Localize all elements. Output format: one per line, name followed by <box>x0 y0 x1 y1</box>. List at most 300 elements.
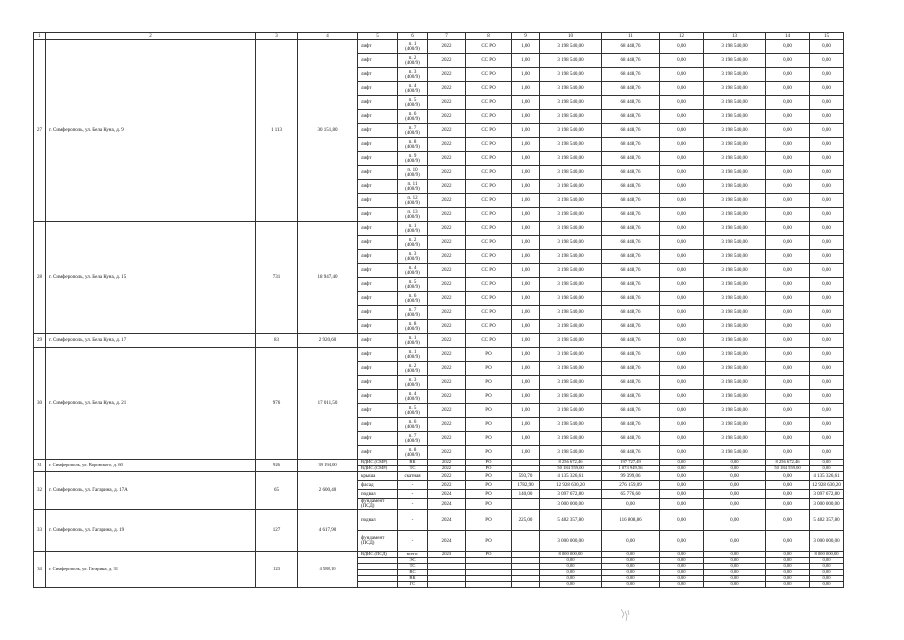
table-cell <box>428 582 466 588</box>
header-cell: 4 <box>298 33 358 40</box>
table-cell: лифт <box>358 96 398 110</box>
table-cell: 0,00 <box>766 531 810 552</box>
group-address: г. Симферополь, ул. Воровского, д. 60 <box>46 460 256 472</box>
table-cell: 2024 <box>428 510 466 531</box>
table-cell: п. 1 (400/9) <box>398 40 428 54</box>
table-cell: 68 448,76 <box>602 376 660 390</box>
table-cell: 68 448,76 <box>602 82 660 96</box>
table-cell: 0,00 <box>660 40 704 54</box>
table-cell: 2022 <box>428 348 466 362</box>
table-cell: 3 198 540,00 <box>540 348 602 362</box>
table-cell: 0,00 <box>704 558 766 564</box>
table-cell: 68 448,76 <box>602 306 660 320</box>
table-cell: 1,00 <box>512 166 540 180</box>
table-cell: 3 198 540,00 <box>540 222 602 236</box>
table-cell: лифт <box>358 236 398 250</box>
table-cell: 0,00 <box>766 68 810 82</box>
header-row <box>34 33 844 40</box>
group-number: 30 <box>34 348 46 460</box>
table-cell: 0,00 <box>766 110 810 124</box>
table-cell: п. 2 (400/9) <box>398 236 428 250</box>
table-cell: п. 1 (400/9) <box>398 334 428 348</box>
table-cell: 0,00 <box>660 481 704 490</box>
table-cell: 2022 <box>428 362 466 376</box>
capital-repair-table <box>33 32 844 588</box>
table-cell: 3 198 540,00 <box>704 208 766 222</box>
table-cell: 0,00 <box>766 481 810 490</box>
table-cell: 2022 <box>428 418 466 432</box>
table-cell: 3 097 672,80 <box>810 490 844 499</box>
table-cell: 0,00 <box>660 96 704 110</box>
table-cell: ВДИС (ПСД) <box>358 552 398 558</box>
table-cell: 3 000 000,00 <box>810 531 844 552</box>
table-cell: 3 000 000,00 <box>540 499 602 510</box>
table-cell: 0,00 <box>660 348 704 362</box>
table-cell: лифт <box>358 418 398 432</box>
table-cell: 0,00 <box>660 68 704 82</box>
table-cell: 3 198 540,00 <box>540 124 602 138</box>
table-cell: 3 198 540,00 <box>540 82 602 96</box>
table-cell: 0,00 <box>660 531 704 552</box>
table-cell: 3 198 540,00 <box>540 292 602 306</box>
table-cell: 0,00 <box>810 152 844 166</box>
table-cell: 2022 <box>428 306 466 320</box>
table-cell: РО <box>466 376 512 390</box>
table-cell: 2022 <box>428 96 466 110</box>
table-cell: 0,00 <box>766 510 810 531</box>
table-cell: 8 256 672,46 <box>766 460 810 466</box>
table-cell: 2022 <box>428 82 466 96</box>
table-cell: п. 8 (400/9) <box>398 138 428 152</box>
table-cell: РО <box>466 390 512 404</box>
table-cell: 0,00 <box>660 460 704 466</box>
table-cell: 50 184 559,00 <box>540 466 602 472</box>
table-cell: 3 198 540,00 <box>704 54 766 68</box>
header-cell: 6 <box>398 33 428 40</box>
table-cell: 1,00 <box>512 376 540 390</box>
table-cell: 3 198 540,00 <box>704 194 766 208</box>
table-cell: 0,00 <box>766 250 810 264</box>
table-cell: РО <box>466 446 512 460</box>
header-cell: 14 <box>766 33 810 40</box>
table-cell: 3 198 540,00 <box>704 390 766 404</box>
table-cell: 0,00 <box>660 552 704 558</box>
group-address: г. Симферополь, ул. Бела Куна, д. 9 <box>46 40 256 222</box>
table-cell: п. 13 (400/9) <box>398 208 428 222</box>
table-cell: 0,00 <box>660 236 704 250</box>
table-cell: 3 198 540,00 <box>540 152 602 166</box>
table-cell: 1,00 <box>512 278 540 292</box>
table-cell: 0,00 <box>766 278 810 292</box>
table-cell: 0,00 <box>660 466 704 472</box>
table-cell: РО <box>466 404 512 418</box>
group-col3: 83 <box>256 334 298 348</box>
table-cell: 3 198 540,00 <box>540 96 602 110</box>
header-cell: 1 <box>34 33 46 40</box>
table-cell: п. 5 (400/9) <box>398 278 428 292</box>
table-cell: 0,00 <box>810 376 844 390</box>
table-cell: ТС <box>398 466 428 472</box>
table-cell: 0,00 <box>602 499 660 510</box>
group-col4: 4 588,10 <box>298 552 358 588</box>
table-cell: 1,00 <box>512 54 540 68</box>
table-cell: 0,00 <box>810 68 844 82</box>
table-cell: лифт <box>358 362 398 376</box>
table-cell: 0,00 <box>660 152 704 166</box>
table-cell: 0,00 <box>660 166 704 180</box>
table-cell: 2022 <box>428 264 466 278</box>
table-cell: 0,00 <box>810 418 844 432</box>
table-cell: 68 448,76 <box>602 250 660 264</box>
group-col3: 731 <box>256 222 298 334</box>
table-cell: п. 4 (400/9) <box>398 390 428 404</box>
table-cell: РО <box>466 481 512 490</box>
table-cell: лифт <box>358 68 398 82</box>
table-cell: 0,00 <box>766 166 810 180</box>
table-cell: 3 198 540,00 <box>704 250 766 264</box>
table-cell: СС РО <box>466 222 512 236</box>
table-cell: 2022 <box>428 110 466 124</box>
table-cell: 2022 <box>428 460 466 466</box>
table-cell: 0,00 <box>810 404 844 418</box>
table-cell: 0,00 <box>810 576 844 582</box>
table-cell: лифт <box>358 152 398 166</box>
header-cell: 11 <box>602 33 660 40</box>
table-cell: 1,00 <box>512 250 540 264</box>
table-cell: 0,00 <box>810 54 844 68</box>
table-cell: РО <box>466 418 512 432</box>
table-cell: лифт <box>358 446 398 460</box>
table-cell: СС РО <box>466 152 512 166</box>
table-cell: 0,00 <box>602 582 660 588</box>
table-cell: лифт <box>358 376 398 390</box>
table-cell: РО <box>466 460 512 466</box>
table-cell: 68 448,76 <box>602 208 660 222</box>
table-cell: РО <box>466 510 512 531</box>
table-cell: 0,00 <box>660 446 704 460</box>
table-cell: п. 6 (400/9) <box>398 110 428 124</box>
table-cell: 0,00 <box>660 124 704 138</box>
table-cell: 3 198 540,00 <box>540 264 602 278</box>
table-cell: 68 448,76 <box>602 138 660 152</box>
table-cell: 0,00 <box>810 446 844 460</box>
group-address: г. Симферополь, ул. Гагарина, д. 19 <box>46 510 256 552</box>
table-cell: 0,00 <box>602 558 660 564</box>
table-cell: 3 198 540,00 <box>540 138 602 152</box>
table-cell: 0,00 <box>810 306 844 320</box>
table-cell: 3 198 540,00 <box>704 320 766 334</box>
group-address: г. Симферополь, ул. Гагарина, д. 31 <box>46 552 256 588</box>
table-cell: 5 482 357,80 <box>810 510 844 531</box>
table-cell: 2022 <box>428 481 466 490</box>
table-cell: 2022 <box>428 40 466 54</box>
table-cell: 0,00 <box>810 236 844 250</box>
table-cell: - <box>398 499 428 510</box>
table-cell: 3 198 540,00 <box>704 278 766 292</box>
table-cell: лифт <box>358 82 398 96</box>
table-cell: 1,00 <box>512 96 540 110</box>
table-cell: 68 448,76 <box>602 292 660 306</box>
table-cell: 0,00 <box>704 460 766 466</box>
table-cell: фундамент (ПСД) <box>358 499 398 510</box>
table-cell: 0,00 <box>660 334 704 348</box>
group-address: г. Симферополь, ул. Гагарина, д. 17А <box>46 472 256 510</box>
table-cell: 0,00 <box>660 110 704 124</box>
table-cell: ВДИС (СМР) <box>358 460 398 466</box>
table-cell: 2022 <box>428 124 466 138</box>
table-cell: 1,00 <box>512 432 540 446</box>
table-cell: 2022 <box>428 166 466 180</box>
group-col3: 65 <box>256 472 298 510</box>
table-cell: 0,00 <box>810 570 844 576</box>
table-cell: 3 198 540,00 <box>704 418 766 432</box>
table-cell: 0,00 <box>660 208 704 222</box>
table-cell: п. 11 (400/9) <box>398 180 428 194</box>
group-col4: 30 151,80 <box>298 40 358 222</box>
table-cell: ЭС <box>398 558 428 564</box>
table-cell: 0,00 <box>766 376 810 390</box>
table-cell: 0,00 <box>766 362 810 376</box>
table-cell: 3 198 540,00 <box>540 194 602 208</box>
table-cell: 2022 <box>428 54 466 68</box>
group-col3: 926 <box>256 460 298 472</box>
table-cell: 0,00 <box>602 564 660 570</box>
table-cell: 0,00 <box>660 404 704 418</box>
table-cell: 0,00 <box>660 564 704 570</box>
table-cell: 0,00 <box>704 570 766 576</box>
table-cell: 68 448,76 <box>602 446 660 460</box>
group-col4: 4 617,90 <box>298 510 358 552</box>
table-cell: лифт <box>358 250 398 264</box>
table-cell: ГС <box>398 582 428 588</box>
table-cell: 1,00 <box>512 418 540 432</box>
table-cell: 2022 <box>428 152 466 166</box>
table-cell: 1,00 <box>512 124 540 138</box>
table-cell: 225,00 <box>512 510 540 531</box>
table-cell: 0,00 <box>810 250 844 264</box>
table-cell <box>512 582 540 588</box>
table-cell: 0,00 <box>810 278 844 292</box>
table-cell: 116 808,86 <box>602 510 660 531</box>
table-cell: 1,00 <box>512 264 540 278</box>
table-cell: СС РО <box>466 82 512 96</box>
table-cell: 0,00 <box>766 194 810 208</box>
table-cell: 0,00 <box>660 362 704 376</box>
table-row <box>34 40 844 54</box>
table-cell: 0,00 <box>766 418 810 432</box>
table-cell: лифт <box>358 306 398 320</box>
table-cell: 68 448,76 <box>602 54 660 68</box>
table-cell: СС РО <box>466 250 512 264</box>
table-cell: 0,00 <box>704 531 766 552</box>
table-cell: 3 198 540,00 <box>704 166 766 180</box>
table-cell: 3 198 540,00 <box>704 68 766 82</box>
table-cell: 0,00 <box>704 466 766 472</box>
table-cell: РО <box>466 531 512 552</box>
table-cell: 3 198 540,00 <box>540 376 602 390</box>
table-cell: 0,00 <box>810 320 844 334</box>
header-cell: 13 <box>704 33 766 40</box>
table-cell: 0,00 <box>660 278 704 292</box>
table-cell: 68 448,76 <box>602 194 660 208</box>
table-cell: 0,00 <box>660 490 704 499</box>
table-cell: 8 000 000,00 <box>540 552 602 558</box>
table-cell: 2022 <box>428 180 466 194</box>
table-cell: 0,00 <box>704 552 766 558</box>
table-cell: 1,00 <box>512 404 540 418</box>
table-cell: 1,00 <box>512 222 540 236</box>
table-cell: лифт <box>358 124 398 138</box>
table-cell: 3 198 540,00 <box>540 166 602 180</box>
table-cell: п. 3 (400/9) <box>398 68 428 82</box>
table-cell: 0,00 <box>766 292 810 306</box>
table-cell: - <box>398 510 428 531</box>
table-cell: 0,00 <box>766 564 810 570</box>
group-number: 32 <box>34 472 46 510</box>
table-cell: 3 198 540,00 <box>540 54 602 68</box>
table-cell: 3 198 540,00 <box>540 362 602 376</box>
table-cell: 0,00 <box>766 54 810 68</box>
table-cell: СС РО <box>466 40 512 54</box>
table-cell: 0,00 <box>766 499 810 510</box>
table-cell: 3 198 540,00 <box>704 40 766 54</box>
table-cell: 0,00 <box>766 222 810 236</box>
table-cell: 0,00 <box>810 466 844 472</box>
table-cell: 1,00 <box>512 292 540 306</box>
table-cell: 3 198 540,00 <box>704 376 766 390</box>
group-address: г. Симферополь, ул. Бела Куна, д. 21 <box>46 348 256 460</box>
table-cell: 0,00 <box>602 552 660 558</box>
table-cell: 0,00 <box>810 564 844 570</box>
table-cell: 0,00 <box>660 250 704 264</box>
table-cell: 0,00 <box>660 570 704 576</box>
table-cell: лифт <box>358 292 398 306</box>
group-address: г. Симферополь, ул. Бела Куна, д. 15 <box>46 222 256 334</box>
table-cell: 0,00 <box>766 558 810 564</box>
table-cell: 0,00 <box>810 582 844 588</box>
group-col3: 127 <box>256 510 298 552</box>
table-cell: РО <box>466 490 512 499</box>
table-cell: 2022 <box>428 376 466 390</box>
table-cell: 0,00 <box>766 446 810 460</box>
table-cell: 2022 <box>428 222 466 236</box>
table-cell: 8 000 000,00 <box>810 552 844 558</box>
table-cell: 2022 <box>428 334 466 348</box>
table-cell: 0,00 <box>766 152 810 166</box>
table-cell: СС РО <box>466 96 512 110</box>
group-number: 33 <box>34 510 46 552</box>
table-cell: п. 3 (400/9) <box>398 376 428 390</box>
table-cell: 3 198 540,00 <box>704 110 766 124</box>
table-cell: 0,00 <box>766 404 810 418</box>
table-cell: 0,00 <box>660 306 704 320</box>
table-cell: 68 448,76 <box>602 278 660 292</box>
table-cell: 2022 <box>428 320 466 334</box>
table-cell: лифт <box>358 404 398 418</box>
group-col3: 123 <box>256 552 298 588</box>
table-cell: СС РО <box>466 236 512 250</box>
table-cell: 0,00 <box>540 576 602 582</box>
table-cell: 3 198 540,00 <box>540 236 602 250</box>
table-cell: 0,00 <box>810 460 844 466</box>
table-row <box>34 472 844 481</box>
table-cell: 4 135 326,61 <box>810 472 844 481</box>
table-cell: 0,00 <box>660 320 704 334</box>
table-cell: 0,00 <box>810 362 844 376</box>
table-cell: 1,00 <box>512 348 540 362</box>
table-cell: СС РО <box>466 166 512 180</box>
table-cell: 2022 <box>428 466 466 472</box>
table-cell: 3 198 540,00 <box>540 418 602 432</box>
table-cell: 0,00 <box>660 582 704 588</box>
table-cell: 2022 <box>428 432 466 446</box>
table-cell: 3 198 540,00 <box>540 180 602 194</box>
table-cell: 2022 <box>428 278 466 292</box>
table-cell: 3 198 540,00 <box>540 390 602 404</box>
table-cell: п. 1 (400/9) <box>398 348 428 362</box>
table-cell: 0,00 <box>540 582 602 588</box>
table-cell: 68 448,76 <box>602 320 660 334</box>
table-cell: 0,00 <box>810 110 844 124</box>
table-cell: 0,00 <box>704 499 766 510</box>
table-cell: п. 8 (400/9) <box>398 446 428 460</box>
table-cell: лифт <box>358 432 398 446</box>
table-cell: 1,00 <box>512 306 540 320</box>
table-cell: 68 448,76 <box>602 222 660 236</box>
table-cell <box>512 499 540 510</box>
table-cell: 3 000 000,00 <box>540 531 602 552</box>
table-cell: 0,00 <box>810 208 844 222</box>
table-cell: 0,00 <box>660 576 704 582</box>
table-cell: ТС <box>398 564 428 570</box>
group-col4: 18 947,40 <box>298 222 358 334</box>
table-cell: 2022 <box>428 138 466 152</box>
table-cell: 0,00 <box>766 552 810 558</box>
table-cell: 0,00 <box>810 222 844 236</box>
table-cell: 2024 <box>428 499 466 510</box>
table-cell: 1,00 <box>512 236 540 250</box>
group-number: 27 <box>34 40 46 222</box>
table-cell: 65 776,60 <box>602 490 660 499</box>
table-cell: 0,00 <box>704 472 766 481</box>
table-cell: 0,00 <box>766 576 810 582</box>
header-cell: 15 <box>810 33 844 40</box>
table-cell: 3 198 540,00 <box>704 404 766 418</box>
table-cell: п. 4 (400/9) <box>398 264 428 278</box>
table-cell: 12 928 630,20 <box>540 481 602 490</box>
group-col4: 2 920,60 <box>298 334 358 348</box>
table-cell: 0,00 <box>660 222 704 236</box>
table-cell: 0,00 <box>602 576 660 582</box>
table-cell: 0,00 <box>660 390 704 404</box>
table-cell: лифт <box>358 264 398 278</box>
table-cell: 1,00 <box>512 334 540 348</box>
table-cell: 8 256 672,46 <box>540 460 602 466</box>
table-cell: 0,00 <box>766 490 810 499</box>
table-cell: 0,00 <box>660 82 704 96</box>
table-cell: - <box>398 481 428 490</box>
table-cell: 3 198 540,00 <box>704 446 766 460</box>
table-cell: п. 5 (400/9) <box>398 96 428 110</box>
header-cell: 8 <box>466 33 512 40</box>
table-cell: 3 198 540,00 <box>704 264 766 278</box>
table-cell: п. 9 (400/9) <box>398 152 428 166</box>
table-cell: РО <box>466 348 512 362</box>
table-cell: 2022 <box>428 250 466 264</box>
group-col4: 17 011,50 <box>298 348 358 460</box>
table-cell: лифт <box>358 54 398 68</box>
table-cell: 2022 <box>428 390 466 404</box>
